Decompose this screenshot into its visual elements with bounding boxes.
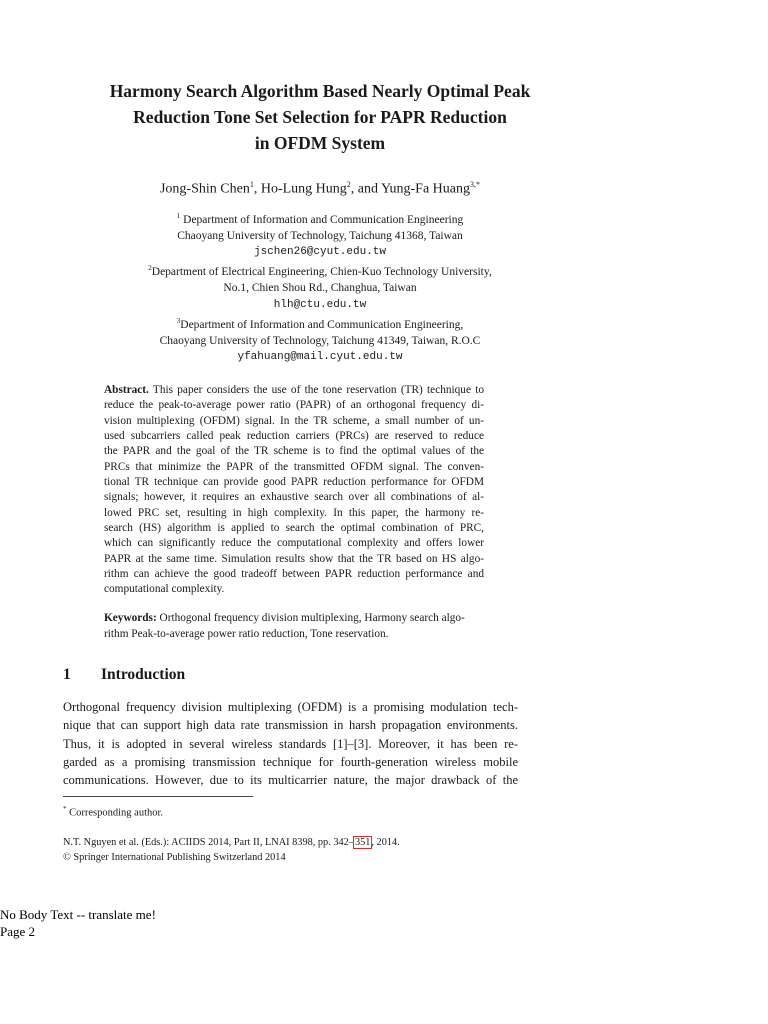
intro-paragraph <box>63 698 518 789</box>
abstract-line <box>104 383 484 398</box>
section-title: Introduction <box>101 666 186 683</box>
abstract-line: the PAPR and the goal of the TR scheme is to find the optimal values of the <box>104 445 484 458</box>
affiliation-line: No.1, Chien Shou Rd., Changhua, Taiwan <box>223 282 417 295</box>
intro-line: garded as a promising transmission technique for fourth-generation wireless mobile <box>63 754 518 769</box>
author-sup: 2 <box>346 180 351 189</box>
affiliation-line <box>40 260 600 280</box>
intro-line: nique that can support high data rate transmission in harsh propagation environments. <box>63 718 518 733</box>
abstract-line: lowed PRC set, resulting in high complexity. In this paper, the harmony re- <box>104 506 484 519</box>
title-line: Reduction Tone Set Selection for PAPR Reduction <box>133 107 507 127</box>
citation-block <box>63 836 400 865</box>
viewer-overlay <box>0 906 156 940</box>
affiliations <box>40 208 600 365</box>
translate-notice: No Body Text -- translate me! <box>0 907 156 922</box>
affiliation-sup: 2 <box>148 264 152 273</box>
copyright-line: © Springer International Publishing Switzerland 2014 <box>63 851 286 863</box>
intro-line: Thus, it is adopted in several wireless standards [1]–[3]. Moreover, it has been re- <box>63 736 518 751</box>
keywords-line <box>104 611 484 627</box>
affiliation-email: jschen26@cyut.edu.tw <box>253 246 387 259</box>
affiliation-email: hlh@ctu.edu.tw <box>273 298 367 311</box>
keywords-text: Orthogonal frequency division multiplexing, Harmony search algo- <box>156 612 465 624</box>
affiliation-line <box>40 313 600 333</box>
keywords-label: Keywords: <box>104 612 157 624</box>
abstract-line: PAPR at the same time. Simulation results show that the TR based on HS algo- <box>104 552 484 565</box>
intro-line: Orthogonal frequency division multiplexing (OFDM) is a promising modulation tech- <box>63 700 518 714</box>
author-name: , Ho-Lung Hung <box>253 181 347 197</box>
abstract-line: used subcarriers called peak reduction carriers (PRCs) are reserved to reduce <box>104 430 484 443</box>
abstract-line: signals; however, it requires an exhaustive search over all combinations of al- <box>104 491 484 504</box>
keywords-line: rithm Peak-to-average power ratio reduction, Tone reservation. <box>104 627 389 640</box>
abstract-line: vision multiplexing (OFDM) signal. In the TR scheme, a small number of un- <box>104 414 484 427</box>
affiliation-email: yfahuang@mail.cyut.edu.tw <box>237 351 403 364</box>
page-range-link[interactable]: 351 <box>354 837 371 848</box>
section-number: 1 <box>63 666 71 683</box>
author-sup: 1 <box>249 180 254 189</box>
abstract-line: PRCs that minimize the PAPR of the transmitted OFDM signal. The conven- <box>104 460 484 473</box>
author-name: , and Yung-Fa Huang <box>350 181 471 197</box>
abstract-label: Abstract. <box>104 384 149 396</box>
title-line: Harmony Search Algorithm Based Nearly Optimal Peak <box>109 81 531 101</box>
affiliation-sup: 3 <box>176 316 181 325</box>
abstract-line: search (HS) algorithm is applied to search the optimal combination of PRC, <box>104 522 484 535</box>
abstract-line: reduce the peak-to-average power ratio (PAPR) of an orthogonal frequency di- <box>104 399 484 412</box>
citation-text: , 2014. <box>371 837 400 848</box>
footnote-divider <box>63 796 253 797</box>
abstract-line: which can significantly reduce the computational complexity and offers lower <box>104 537 484 550</box>
affiliation-line <box>40 208 600 228</box>
footnote-text: Corresponding author. <box>66 807 164 819</box>
affiliation-line: Chaoyang University of Technology, Taichung 41349, Taiwan, R.O.C <box>159 334 481 347</box>
author-name: Jong-Shin Chen <box>159 181 250 197</box>
affiliation-text: Department of Information and Communication Engineering, <box>180 318 464 331</box>
title-line: in OFDM System <box>254 133 386 153</box>
abstract-line: rithm can achieve the good tradeoff between PAPR reduction performance and <box>104 568 484 581</box>
page-label: Page 2 <box>0 924 36 939</box>
keywords <box>104 611 484 642</box>
footnote <box>63 805 163 819</box>
paper-title <box>40 78 600 156</box>
footnote-mark: * <box>63 805 67 813</box>
abstract-line: computational complexity. <box>104 583 225 596</box>
intro-line: communications. However, due to its multicarrier nature, the major drawback of the <box>63 773 518 788</box>
citation-line <box>63 836 400 851</box>
affiliation-line: Chaoyang University of Technology, Taichung 41368, Taiwan <box>177 230 463 243</box>
affiliation-text: Department of Electrical Engineering, Chien-Kuo Technology University, <box>151 266 492 279</box>
author-sup: 3,* <box>470 180 481 189</box>
affiliation-text: Department of Information and Communication Engineering <box>180 213 464 226</box>
section-heading <box>63 666 185 684</box>
abstract-line: tional TR technique can provide good PAPR reduction performance for OFDM <box>104 476 484 489</box>
abstract-text: This paper considers the use of the tone reservation (TR) technique to <box>148 384 484 396</box>
author-list <box>40 180 600 198</box>
citation-text: N.T. Nguyen et al. (Eds.): ACIIDS 2014, Part II, LNAI 8398, pp. 342– <box>63 837 354 848</box>
abstract <box>104 383 484 598</box>
affiliation-sup: 1 <box>176 212 181 220</box>
